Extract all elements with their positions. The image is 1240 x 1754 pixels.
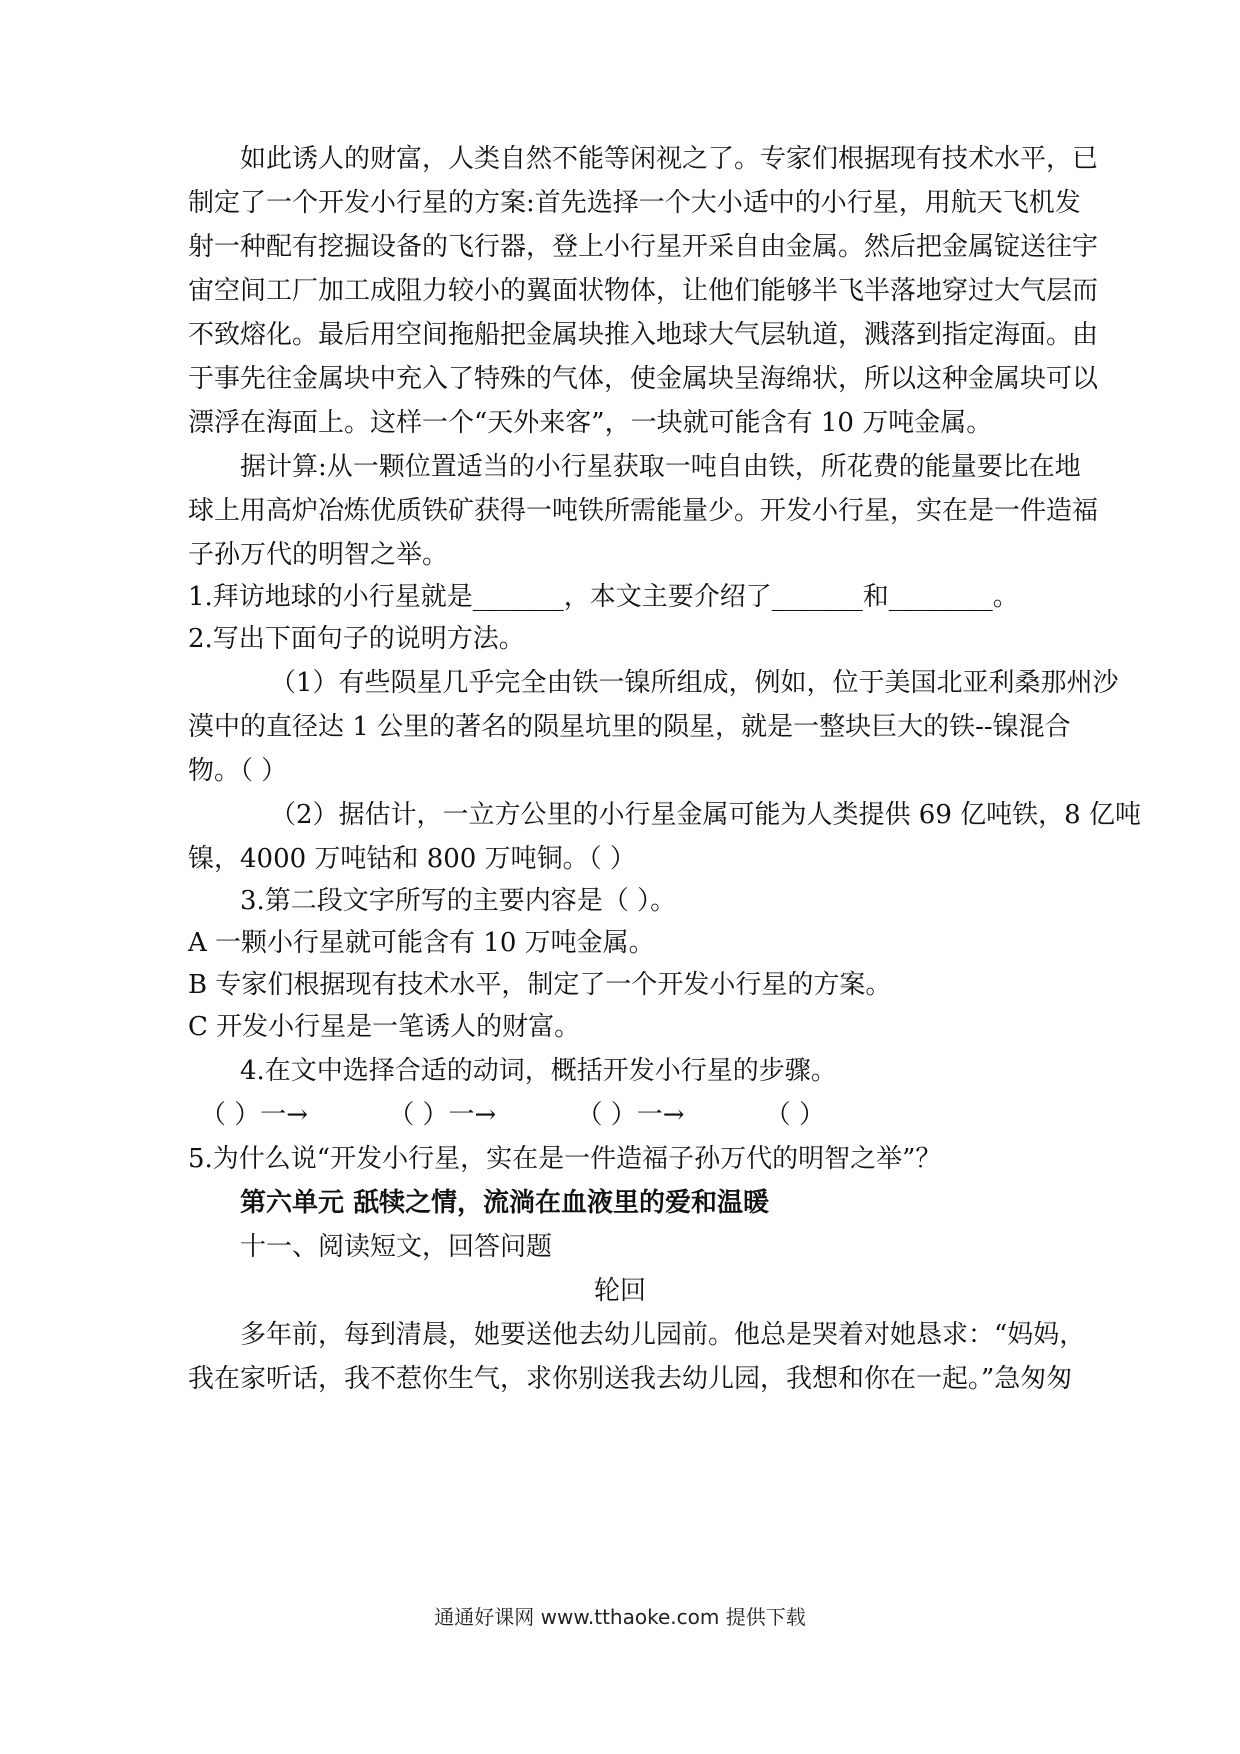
passage-line: 射一种配有挖掘设备的飞行器，登上小行星开采自由金属。然后把金属锭送往宇 [188,232,1099,262]
passage-line: 据计算:从一颗位置适当的小行星获取一吨自由铁，所花费的能量要比在地 [240,452,1081,482]
question-3-option-c: C 开发小行星是一笔诱人的财富。 [188,1012,581,1042]
question-1: 1.拜访地球的小行星就是_______，本文主要介绍了_______和________。 [188,582,1019,612]
step-blank-2: （ ）一→ [388,1100,497,1130]
question-2-1-line: 漠中的直径达 1 公里的著名的陨星坑里的陨星，就是一整块巨大的铁--镍混合 [188,712,1071,742]
passage-line: 于事先往金属块中充入了特殊的气体，使金属块呈海绵状，所以这种金属块可以 [188,364,1099,394]
question-2-1-answer: 物。（ ） [188,756,288,786]
question-4: 4.在文中选择合适的动词，概括开发小行星的步骤。 [240,1056,837,1086]
question-2: 2.写出下面句子的说明方法。 [188,624,525,654]
passage-line: 宙空间工厂加工成阻力较小的翼面状物体，让他们能够半飞半落地穿过大气层而 [188,276,1099,306]
question-4-blanks [200,1098,1040,1132]
story-title: 轮回 [593,1276,646,1306]
page-footer: 通通好课网 www.tthaoke.com 提供下载 [434,1605,806,1629]
passage-line: 漂浮在海面上。这样一个“天外来客”，一块就可能含有 10 万吨金属。 [188,408,993,438]
passage-line: 不致熔化。最后用空间拖船把金属块推入地球大气层轨道，溅落到指定海面。由 [188,320,1099,350]
story-line: 多年前，每到清晨，她要送他去幼儿园前。他总是哭着对她恳求：“妈妈， [240,1320,1086,1350]
step-blank-1: （ ）一→ [200,1100,309,1130]
passage-line: 球上用高炉冶炼优质铁矿获得一吨铁所需能量少。开发小行星，实在是一件造福 [188,496,1099,526]
unit-heading: 第六单元 舐犊之情，流淌在血液里的爱和温暖 [240,1188,770,1218]
passage-line: 制定了一个开发小行星的方案:首先选择一个大小适中的小行星，用航天飞机发 [188,188,1081,218]
question-3-option-b: B 专家们根据现有技术水平，制定了一个开发小行星的方案。 [188,970,892,1000]
passage-line: 如此诱人的财富，人类自然不能等闲视之了。专家们根据现有技术水平，已 [240,144,1099,174]
question-2-2-answer: 镍，4000 万吨钴和 800 万吨铜。（ ） [188,844,636,874]
step-blank-3: （ ）一→ [576,1100,685,1130]
question-2-1-line: （1）有些陨星几乎完全由铁一镍所组成，例如，位于美国北亚利桑那州沙 [270,668,1119,698]
question-2-2-line: （2）据估计，一立方公里的小行星金属可能为人类提供 69 亿吨铁，8 亿吨 [270,800,1141,830]
section-heading: 十一、阅读短文，回答问题 [240,1232,553,1262]
question-5: 5.为什么说“开发小行星，实在是一件造福子孙万代的明智之举”？ [188,1144,942,1174]
passage-line: 子孙万代的明智之举。 [188,540,449,570]
question-3: 3.第二段文字所写的主要内容是（ ）。 [240,886,677,916]
step-blank-4: （ ） [764,1100,826,1130]
story-line: 我在家听话，我不惹你生气，求你别送我去幼儿园，我想和你在一起。”急匆匆 [188,1364,1073,1394]
question-3-option-a: A 一颗小行星就可能含有 10 万吨金属。 [188,928,655,958]
